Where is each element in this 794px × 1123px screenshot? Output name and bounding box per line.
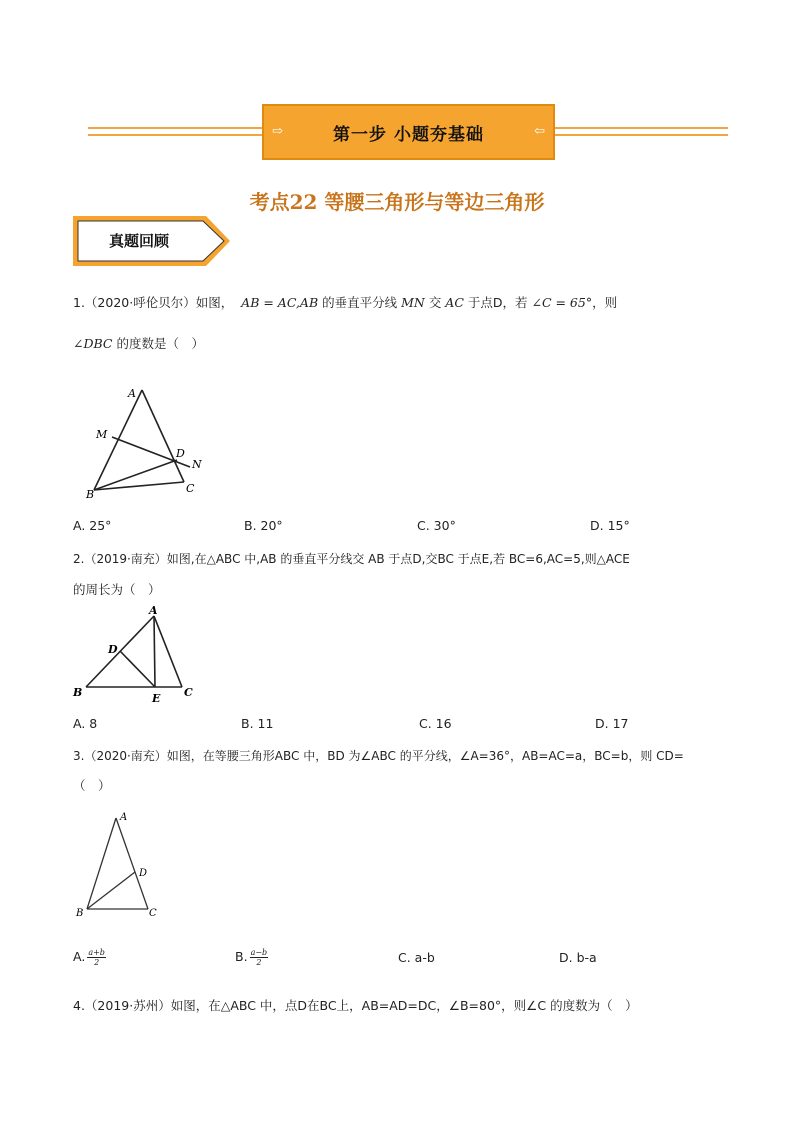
q2-label-c: C — [184, 686, 193, 699]
question-1-line-2 — [73, 334, 204, 354]
q1-angle-dbc: ∠DBC — [73, 336, 113, 351]
banner-line-right-top — [555, 127, 728, 129]
q1-text-1: 的垂直平分线 — [318, 295, 402, 310]
q1-label-b: B — [86, 488, 95, 501]
q1-option-c[interactable]: C. 30° — [417, 518, 456, 533]
q3-option-a[interactable] — [73, 948, 106, 967]
q3-label-d: D — [139, 868, 148, 879]
question-3-line-1: 3.（2020·南充）如图，在等腰三角形ABC 中，BD 为∠ABC 的平分线，∠A=36°，AB=AC=a，BC=b，则 CD= — [73, 749, 684, 763]
q3-label-a: A — [120, 812, 128, 823]
q1-line-2-text: 的度数是（ ） — [112, 336, 204, 351]
question-1-line-1 — [73, 293, 617, 313]
q3-option-a-numerator: a+b — [88, 948, 105, 957]
banner-title: 第一步 小题夯基础 — [333, 124, 484, 145]
section-banner — [262, 104, 555, 160]
q1-mn: MN — [401, 295, 425, 310]
q3-label-b: B — [76, 908, 84, 918]
arrow-right-icon: ⇨ — [272, 124, 283, 139]
section-tag — [72, 215, 232, 271]
banner-line-right-bottom — [555, 134, 728, 136]
topic-title: 考点22 等腰三角形与等边三角形 — [249, 190, 545, 214]
q1-option-d[interactable]: D. 15° — [590, 518, 630, 533]
q3-label-c: C — [149, 908, 157, 918]
q3-option-b-numerator: a−b — [250, 948, 268, 957]
q3-option-a-fraction — [87, 948, 106, 967]
q1-condition: AB = AC,AB — [241, 295, 319, 310]
question-2-line-1: 2.（2019·南充）如图,在△ABC 中,AB 的垂直平分线交 AB 于点D,交BC 于点E,若 BC=6,AC=5,则△ACE — [73, 552, 630, 566]
q1-option-a[interactable]: A. 25° — [73, 518, 112, 533]
section-tag-label: 真题回顾 — [108, 231, 169, 250]
q3-option-b-prefix: B. — [235, 949, 248, 964]
question-3-line-2: （ ） — [73, 778, 111, 793]
banner-line-left-top — [88, 127, 262, 129]
q3-option-a-denominator: 2 — [94, 958, 100, 967]
q3-option-b-fraction — [250, 948, 269, 967]
q2-option-c[interactable]: C. 16 — [419, 716, 452, 731]
q1-angle: ∠C = 65° — [531, 295, 593, 310]
question-3-figure — [72, 808, 172, 918]
q1-text-2: 交 — [424, 295, 446, 310]
q3-option-c[interactable]: C. a-b — [398, 950, 435, 965]
q3-option-b-denominator: 2 — [256, 958, 262, 967]
q2-label-e: E — [152, 692, 161, 705]
question-4-line-1: 4.（2019·苏州）如图，在△ABC 中，点D在BC上，AB=AD=DC，∠B=80°，则∠C 的度数为（ ） — [73, 998, 638, 1013]
q3-option-b[interactable] — [235, 948, 268, 967]
q3-option-a-prefix: A. — [73, 949, 86, 964]
q2-option-b[interactable]: B. 11 — [241, 716, 274, 731]
q2-label-b: B — [73, 686, 83, 699]
q1-source: 1.（2020·呼伦贝尔）如图， — [73, 295, 234, 310]
q1-text-4: ，则 — [592, 295, 618, 310]
q1-label-c: C — [186, 482, 195, 495]
q2-option-d[interactable]: D. 17 — [595, 716, 629, 731]
q2-label-a: A — [149, 604, 158, 617]
q1-label-d: D — [176, 447, 185, 460]
arrow-left-icon: ⇦ — [534, 124, 545, 139]
q1-label-a: A — [128, 387, 136, 400]
question-2-line-2: 的周长为（ ） — [73, 582, 161, 597]
question-2-figure — [70, 604, 200, 708]
q3-option-d[interactable]: D. b-a — [559, 950, 597, 965]
banner-line-left-bottom — [88, 134, 262, 136]
q1-text-3: 于点D，若 — [463, 295, 532, 310]
q2-label-d: D — [108, 643, 118, 656]
q1-label-m: M — [96, 428, 108, 441]
q1-option-b[interactable]: B. 20° — [244, 518, 283, 533]
q1-ac: AC — [445, 295, 464, 310]
question-1-figure — [80, 382, 210, 502]
q2-option-a[interactable]: A. 8 — [73, 716, 98, 731]
q1-label-n: N — [192, 458, 202, 471]
